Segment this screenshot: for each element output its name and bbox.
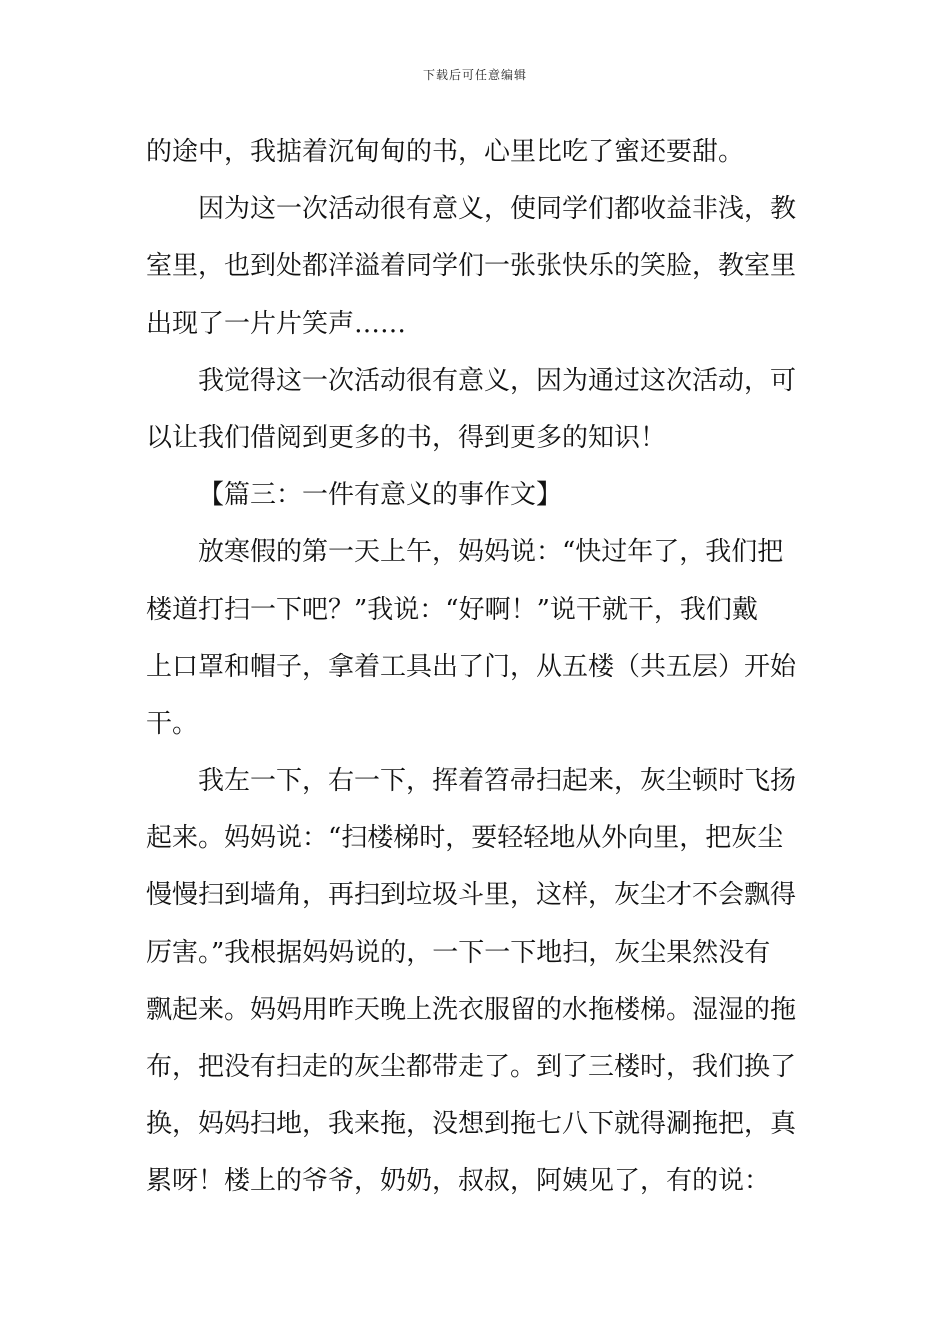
text-line: 我觉得这一次活动很有意义，因为通过这次活动，可: [198, 365, 797, 396]
text-line: 飘起来。妈妈用昨天晚上洗衣服留的水拖楼梯。湿湿的拖: [146, 994, 797, 1025]
text-line: 上口罩和帽子，拿着工具出了门，从五楼（共五层）开始: [146, 651, 797, 682]
text-line: 起来。妈妈说：“扫楼梯时，要轻轻地从外向里，把灰尘: [146, 823, 784, 854]
text-line: 放寒假的第一天上午，妈妈说：“快过年了，我们把: [198, 537, 784, 568]
text-line: 因为这一次活动很有意义，使同学们都收益非浅，教: [198, 194, 797, 225]
document-body: [146, 124, 806, 1211]
text-line: 干。: [146, 708, 199, 739]
text-line: 换，妈妈扫地，我来拖，没想到拖七八下就得涮拖把，真: [146, 1109, 797, 1140]
text-line: 累呀！楼上的爷爷，奶奶，叔叔，阿姨见了，有的说：: [146, 1166, 771, 1197]
text-line: 慢慢扫到墙角，再扫到垃圾斗里，这样，灰尘才不会飘得: [146, 880, 797, 911]
text-line: 我左一下，右一下，挥着笤帚扫起来，灰尘顿时飞扬: [198, 766, 797, 797]
text-line: 室里，也到处都洋溢着同学们一张张快乐的笑脸，教室里: [146, 251, 797, 282]
page-header: 下载后可任意编辑: [422, 68, 527, 82]
section-heading: 【篇三：一件有意义的事作文】: [198, 480, 563, 511]
text-line: 楼道打扫一下吧？”我说：“好啊！”说干就干，我们戴: [146, 594, 758, 625]
text-line: 出现了一片片笑声……: [146, 308, 407, 339]
text-line: 厉害。”我根据妈妈说的，一下一下地扫，灰尘果然没有: [146, 937, 771, 968]
text-line: 的途中，我掂着沉甸甸的书，心里比吃了蜜还要甜。: [146, 137, 745, 167]
text-line: 以让我们借阅到更多的书，得到更多的知识！: [146, 422, 667, 453]
text-line: 布，把没有扫走的灰尘都带走了。到了三楼时，我们换了: [146, 1052, 797, 1082]
